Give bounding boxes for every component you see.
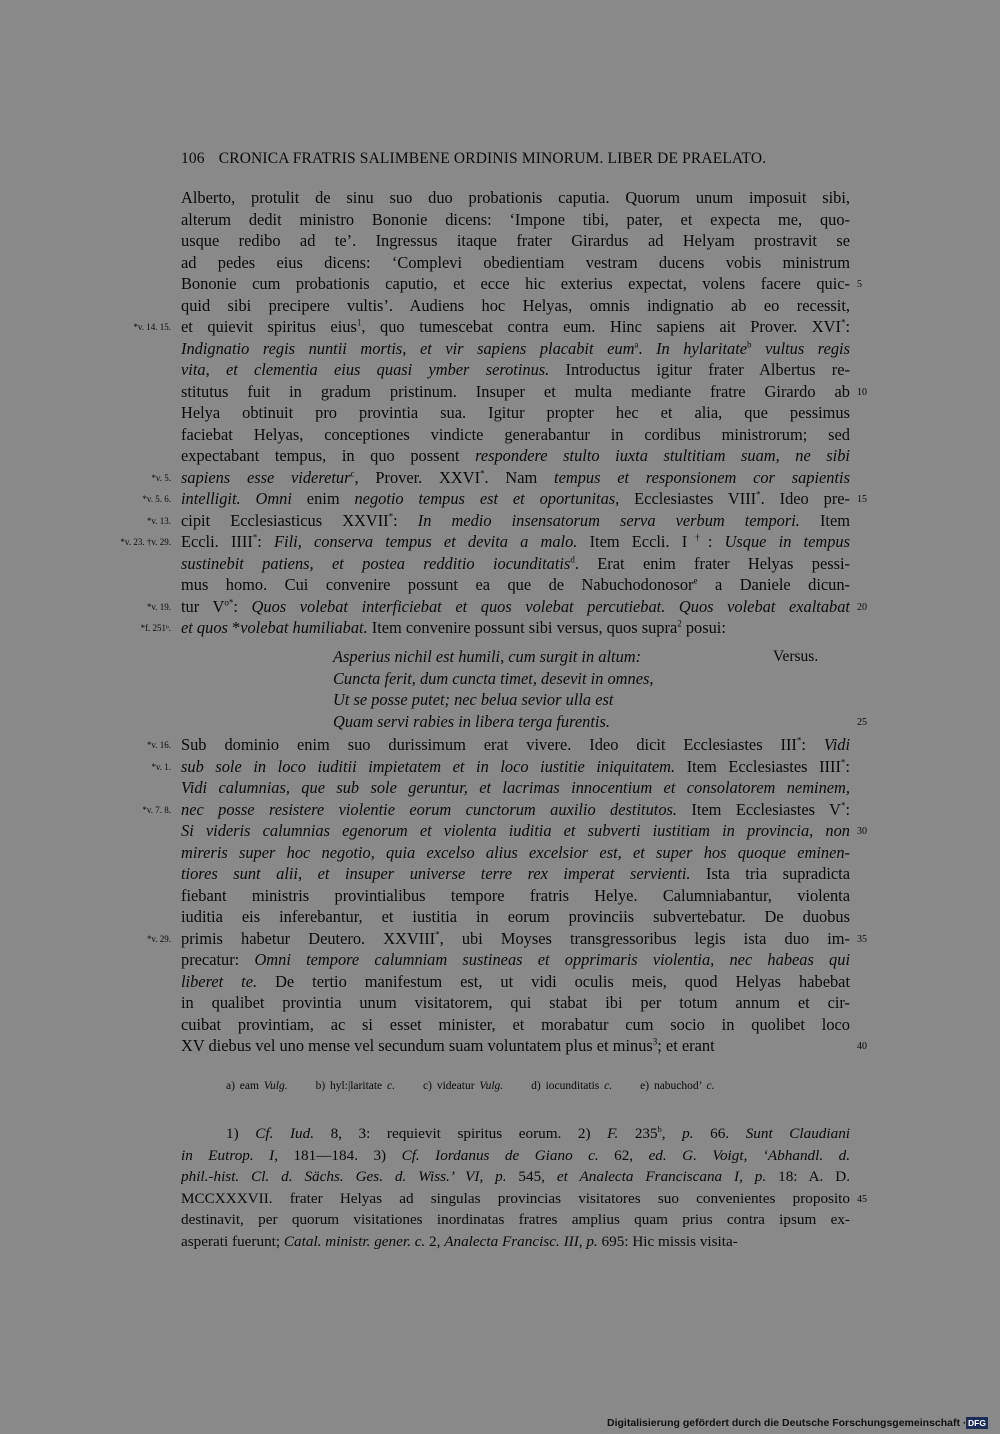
text-line: et quievit spiritus eius$^1$, quo tumescebat contra eum. Hinc sapiens ait Prover. XVI*: [181,317,850,336]
verse-label: Versus. [773,648,819,665]
text-line: vita, et clementia eius quasi ymber serotinus. Introductus igitur frater Albertus re- [181,360,850,379]
line-number: 20 [857,601,867,613]
marginal-reference: *v. 7. 8. [142,804,171,815]
line-number: 30 [857,826,867,837]
text-line: Helya obtinuit pro provintia sua. Igitur propter hec et alia, que pessimus [181,403,850,422]
text-line: Indignatio regis nuntii mortis, et vir sapiens placabit eum$^a$. In hylaritate$^b$ vultus regis [181,338,850,358]
marginal-reference: *v. 16. [146,740,171,750]
text-line: nec posse resistere violentie eorum cunctorum auxilio destitutos. Item Ecclesiastes V*: [181,799,850,819]
text-line: ad pedes eius dicens: ‘Complevi obedientiam vestram ducens vobis ministrum [181,252,850,272]
marginal-reference: *v. 19. [146,601,171,612]
text-line: Bononie cum probationis caputio, et ecce hic exterius expectat, volens facere quic- [181,274,850,293]
text-line: stitutus fuit in gradum pristinum. Insuper et multa mediante fratre Girardo ab [181,381,850,401]
text-line: Si videris calumnias egenorum et violenta iuditia et subverti iustitiam in provincia, non [181,821,850,840]
text-line: cuibat provintiam, ac si esset minister, et morabatur cum socio in quolibet loco [181,1014,850,1034]
text-line: mireris super hoc negotio, quia excelso alius excelsior est, et super hos quoque eminen- [181,842,850,862]
footnote-line: phil.-hist. Cl. d. Sächs. Ges. d. Wiss.’ VI, p. 545, et Analecta Franciscana I, p. 18: A. D. [181,1168,850,1185]
marginal-reference: *v. 5. 6. [142,494,171,504]
line-number: 40 [857,1041,867,1052]
text-line: sustinebit patiens, et postea redditio iocunditatis$^d$. Erat enim frater Helyas pessi- [181,553,850,573]
verse-line: Quam servi rabies in libera terga furentis. [333,711,610,731]
verse-line: Cuncta ferit, dum cuncta timet, desevit in omnes, [333,668,654,688]
text-line: tiores sunt alii, et insuper universe terre rex imperat servienti. Ista tria supradicta [181,864,850,883]
text-line: et quos *volebat humiliabat. Item convenire possunt sibi versus, quos supra$^2$ posui: [181,618,726,637]
text-line: fiebant ministris provintialibus tempore fratris Helye. Calumniabantur, violenta [181,885,850,905]
marginal-reference: *v. 23. †v. 29. [120,537,171,547]
variant-note: e) nabuchod’ c. [640,1080,715,1092]
text-line: sub sole in loco iuditii impietatem et in loco iustitie iniquitatem. Item Ecclesiastes IIII*: [181,756,850,776]
line-number: 5 [857,279,862,290]
text-line: cipit Ecclesiasticus XXVII*: In medio insensatorum serva verbum tempori. Item [181,510,850,530]
variant-note: b) hyl:|laritate c. [315,1080,396,1092]
verse-line: Asperius nichil est humili, cum surgit in altum: [333,647,642,666]
page-number: 106 [181,150,205,167]
marginal-reference: *f. 251ᵇ. [140,623,171,633]
line-number: 15 [857,494,867,505]
text-line: primis habetur Deutero. XXVIII*, ubi Moyses transgressoribus legis ista duo im- [181,928,850,948]
verse-line: Ut se posse putet; nec belua sevior ulla est [333,690,614,709]
text-line: precatur: Omni tempore calumniam sustineas et opprimaris violentia, nec habeas qui [181,950,850,969]
text-line: usque redibo ad te’. Ingressus itaque frater Girardus ad Helyam prostravit se [181,231,850,250]
marginal-reference: *v. 5. [151,472,171,483]
marginal-reference: *v. 1. [151,761,171,772]
marginal-reference: *v. 14. 15. [133,322,171,332]
running-header [181,150,841,168]
dfg-logo: DFG [966,1417,988,1429]
text-line: sapiens esse videretur$^c$, Prover. XXVI*. Nam tempus et responsionem cor sapientis [181,467,850,487]
marginal-reference: *v. 29. [146,933,171,944]
variant-note: d) iocunditatis c. [531,1080,613,1092]
text-line: in qualibet provintia unum visitatorem, qui stabat ibi per totum annum et cir- [181,993,850,1012]
text-line: quid sibi precipere vultis’. Audiens hoc Helyas, omnis indignatio ab eo recessit, [181,295,850,315]
text-line: Alberto, protulit de sinu suo duo probationis caputia. Quorum unum imposuit sibi, [181,188,850,207]
text-line: faciebat Helyas, conceptiones vindicte generabantur in cordibus ministrorum; sed [181,424,850,444]
footnote-line: 1) Cf. Iud. 8, 3: requievit spiritus eorum. 2) F. 235$^b$, p. 66. Sunt Claudiani [226,1125,850,1142]
text-line: mus homo. Cui convenire possunt ea que de Nabuchodonosor$^e$ a Daniele dicun- [181,575,850,594]
footnote-line: in Eutrop. I, 181—184. 3) Cf. Iordanus de Giano c. 62, ed. G. Voigt, ‘Abhandl. d. [181,1146,850,1164]
variant-note: c) videatur Vulg. [423,1080,504,1092]
running-title: CRONICA FRATRIS SALIMBENE ORDINIS MINORUM. LIBER DE PRAELATO. [218,150,767,167]
text-line: expectabant tempus, in quo possent respondere stulto iuxta stultitiam suam, ne sibi [181,446,850,465]
text-line: alterum dedit ministro Bononie dicens: ‘Impone tibi, pater, et expecta me, quo- [181,209,850,229]
line-number: 25 [857,716,867,728]
line-number: 10 [857,386,867,398]
text-line: Eccli. IIII*: Fili, conserva tempus et devita a malo. Item Eccli. I†: Usque in tempus [181,532,850,551]
text-line: Sub dominio enim suo durissimum erat vivere. Ideo dicit Ecclesiastes III*: Vidi [181,735,850,754]
text-line: intelligit. Omni enim negotio tempus est et oportunitas, Ecclesiastes VIII*. Ideo pre- [181,489,850,508]
text-line: tur $V^{o*}$: Quos volebat interficiebat et quos volebat percutiebat. Quos volebat exaltabat [181,596,850,616]
footnote-line: asperati fuerunt; Catal. ministr. gener. c. 2, Analecta Francisc. III, p. 695: Hic missis visita- [181,1232,738,1250]
marginal-reference: *v. 13. [146,515,171,526]
text-line: liberet te. De tertio manifestum est, ut vidi oculis meis, quod Helyas habebat [181,971,850,991]
variant-apparatus [226,1080,743,1092]
line-number: 45 [857,1193,867,1205]
line-number: 35 [857,933,867,945]
text-line: Vidi calumnias, que sub sole geruntur, et lacrimas innocentium et consolatorem neminem, [181,778,850,797]
footnote-line: MCCXXXVII. frater Helyas ad singulas provincias visitatores suo convenientes proposito [181,1189,850,1207]
footnote-line: destinavit, per quorum visitationes inordinatas fratres amplius quam prius contra ipsum ex- [181,1211,850,1228]
digitization-credit: Digitalisierung gefördert durch die Deutsche Forschungsgemeinschaft · [607,1417,967,1429]
text-line: iuditia eis inferebantur, et iustitia in eorum provinciis subvertebatur. De duobus [181,907,850,926]
text-line: XV diebus vel uno mense vel secundum suam voluntatem plus et minus$^3$; et erant [181,1036,715,1055]
variant-note: a) eam Vulg. [226,1080,288,1092]
